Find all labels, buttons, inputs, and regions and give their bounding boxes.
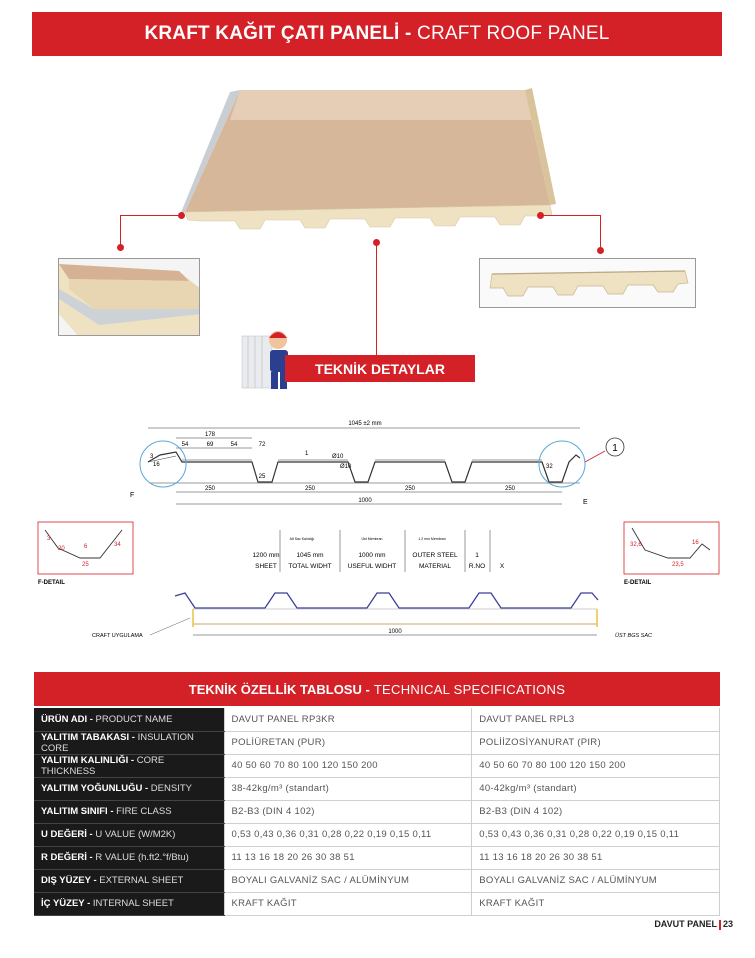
dim-250d: 250 [504, 486, 516, 492]
spec-value-rp3kr: B2-B3 (DIN 4 102) [224, 800, 472, 823]
leader-line [376, 242, 377, 357]
strip-bottom-6: X [499, 563, 505, 570]
spec-value-rp3kr: 40 50 60 70 80 100 120 150 200 [224, 754, 472, 777]
dim-250c: 250 [404, 486, 416, 492]
spec-table-title [34, 672, 720, 706]
callout-dot-left-end [117, 244, 124, 251]
strip-bottom-3: USEFUL WIDHT [347, 563, 397, 570]
spec-value-rpl3: DAVUT PANEL RPL3 [472, 708, 720, 731]
spec-label-en: R VALUE (h.ft2.°f/Btu) [95, 852, 189, 863]
spec-label-tr: YALITIM YOĞUNLUĞU - [41, 783, 149, 794]
spec-row [34, 823, 720, 846]
dim-250a: 250 [204, 486, 216, 492]
spec-label-tr: YALITIM TABAKASI - [41, 731, 135, 743]
spec-row [34, 892, 720, 915]
edge-detail-photo [58, 258, 200, 336]
teknik-detaylar-tag: TEKNİK DETAYLAR [285, 355, 475, 382]
strip-small-2: Üst Membran [361, 537, 383, 541]
spec-value-rpl3: KRAFT KAĞIT [472, 892, 720, 915]
spec-label [34, 892, 224, 915]
spec-label-en: CORE THICKNESS [41, 754, 165, 777]
page-footer [654, 919, 733, 930]
spec-label-tr: İÇ YÜZEY - [41, 898, 91, 909]
dim-d10b: Ø10 [340, 464, 352, 470]
spec-value-rpl3: 0,53 0,43 0,36 0,31 0,28 0,22 0,19 0,15 0,11 [472, 823, 720, 846]
spec-label [34, 846, 224, 869]
title-light: CRAFT ROOF PANEL [417, 23, 610, 44]
roof-panel-photo [180, 80, 560, 230]
spec-label-tr: YALITIM SINIFI - [41, 806, 114, 817]
strip-bottom-5: R.NO [468, 563, 486, 570]
leader-line [600, 215, 601, 248]
ust-label: ÜST BGS SAC [615, 633, 652, 639]
spec-label-en: INTERNAL SHEET [92, 898, 174, 909]
label-f: F [130, 492, 135, 499]
spec-row [34, 846, 720, 869]
spec-label-en: INSULATION CORE [41, 731, 194, 754]
f-dim-6: 6 [84, 544, 88, 550]
callout-dot-right-end [597, 247, 604, 254]
spec-label-en: FIRE CLASS [116, 806, 172, 817]
spec-value-rp3kr: KRAFT KAĞIT [224, 892, 472, 915]
spec-value-rpl3: B2-B3 (DIN 4 102) [472, 800, 720, 823]
spec-value-rp3kr: 38-42kg/m³ (standart) [224, 777, 472, 800]
spec-label [34, 869, 224, 892]
f-detail-label: F-DETAIL [38, 580, 65, 586]
page-number: 23 [722, 919, 733, 929]
spec-label-en: PRODUCT NAME [95, 713, 173, 725]
dim-overall: 1045 ±2 mm [348, 421, 382, 427]
strip-bottom-4: MATERIAL [418, 563, 452, 570]
strip-small-3: 1,2 mm Membran [418, 537, 446, 541]
spec-value-rp3kr: 11 13 16 18 20 26 30 38 51 [224, 846, 472, 869]
dim-d10a: Ø10 [332, 454, 344, 460]
strip-small-1: Alt Sac Kalınlığı [289, 537, 315, 541]
f-dim-25: 25 [82, 562, 89, 568]
strip-bottom-1: SHEET [255, 563, 277, 570]
craft-label: CRAFT UYGULAMA [92, 633, 143, 639]
spec-value-rpl3: BOYALI GALVANİZ SAC / ALÜMİNYUM [472, 869, 720, 892]
dim-32: 32 [546, 464, 553, 470]
spec-label [34, 823, 224, 846]
f-dim-3: 3 [47, 536, 51, 542]
spec-label-tr: U DEĞERİ - [41, 829, 93, 840]
dim-54b: 54 [230, 442, 238, 448]
page-title-bar [32, 12, 722, 56]
strip-top-3: 1000 mm [358, 552, 386, 559]
spec-table [34, 708, 720, 916]
spec-row [34, 731, 720, 754]
strip-top-2: 1045 mm [296, 552, 324, 559]
leader-line [120, 215, 180, 216]
technical-drawing [0, 400, 755, 650]
e-dim-16: 16 [692, 540, 699, 546]
strip-top-1: 1200 mm [252, 552, 280, 559]
spec-label [34, 731, 224, 754]
spec-value-rp3kr: POLİÜRETAN (PUR) [224, 731, 472, 754]
spec-value-rpl3: POLİİZOSİYANURAT (PIR) [472, 731, 720, 754]
strip-bottom-2: TOTAL WIDHT [288, 563, 332, 570]
spec-value-rpl3: 40-42kg/m³ (standart) [472, 777, 720, 800]
dim-3: 3 [150, 454, 154, 460]
section-dim-1000: 1000 [388, 629, 402, 635]
dim-72: 72 [258, 442, 266, 448]
f-dim-20: 20 [58, 546, 65, 552]
spec-label-tr: YALITIM KALINLIĞI - [41, 754, 135, 766]
spec-title-light: TECHNICAL SPECIFICATIONS [373, 681, 566, 697]
spec-value-rp3kr: DAVUT PANEL RP3KR [224, 708, 472, 731]
spec-label [34, 708, 224, 731]
spec-title-bold: TEKNİK ÖZELLİK TABLOSU - [188, 681, 370, 697]
dim-1000: 1000 [358, 498, 372, 504]
leader-line [120, 215, 121, 245]
spec-value-rpl3: 11 13 16 18 20 26 30 38 51 [472, 846, 720, 869]
profile-detail-photo [479, 258, 696, 308]
e-dim-23-5: 23,5 [672, 562, 684, 568]
dim-250b: 250 [304, 486, 316, 492]
spec-label [34, 754, 224, 777]
footer-brand: DAVUT PANEL [654, 919, 717, 929]
dim-69: 69 [206, 442, 214, 448]
spec-label [34, 777, 224, 800]
dim-25: 25 [258, 474, 266, 480]
title-bold: KRAFT KAĞIT ÇATI PANELİ - [144, 23, 412, 44]
callout-number: 1 [612, 443, 618, 454]
f-dim-34: 34 [114, 542, 121, 548]
dim-16: 16 [153, 462, 160, 468]
spec-row [34, 869, 720, 892]
spec-value-rpl3: 40 50 60 70 80 100 120 150 200 [472, 754, 720, 777]
spec-label-en: DENSITY [150, 783, 192, 794]
dim-54a: 54 [181, 442, 189, 448]
spec-label-en: U VALUE (W/M2K) [95, 829, 176, 840]
spec-label [34, 800, 224, 823]
spec-label-tr: ÜRÜN ADI - [41, 713, 93, 725]
spec-row [34, 708, 720, 731]
e-dim-32-6: 32,6 [630, 542, 642, 548]
footer-divider [719, 920, 721, 930]
spec-value-rp3kr: BOYALI GALVANİZ SAC / ALÜMİNYUM [224, 869, 472, 892]
e-detail-label: E-DETAIL [624, 580, 652, 586]
spec-label-en: EXTERNAL SHEET [99, 875, 184, 886]
dim-178: 178 [204, 432, 216, 438]
spec-label-tr: DIŞ YÜZEY - [41, 875, 97, 886]
strip-top-5: 1 [475, 552, 479, 559]
dim-1: 1 [305, 451, 309, 457]
label-e: E [583, 499, 588, 506]
spec-row [34, 777, 720, 800]
strip-top-4: OUTER STEEL [412, 552, 458, 559]
spec-row [34, 800, 720, 823]
spec-label-tr: R DEĞERİ - [41, 852, 93, 863]
spec-row [34, 754, 720, 777]
leader-line [540, 215, 600, 216]
spec-value-rp3kr: 0,53 0,43 0,36 0,31 0,28 0,22 0,19 0,15 0,11 [224, 823, 472, 846]
